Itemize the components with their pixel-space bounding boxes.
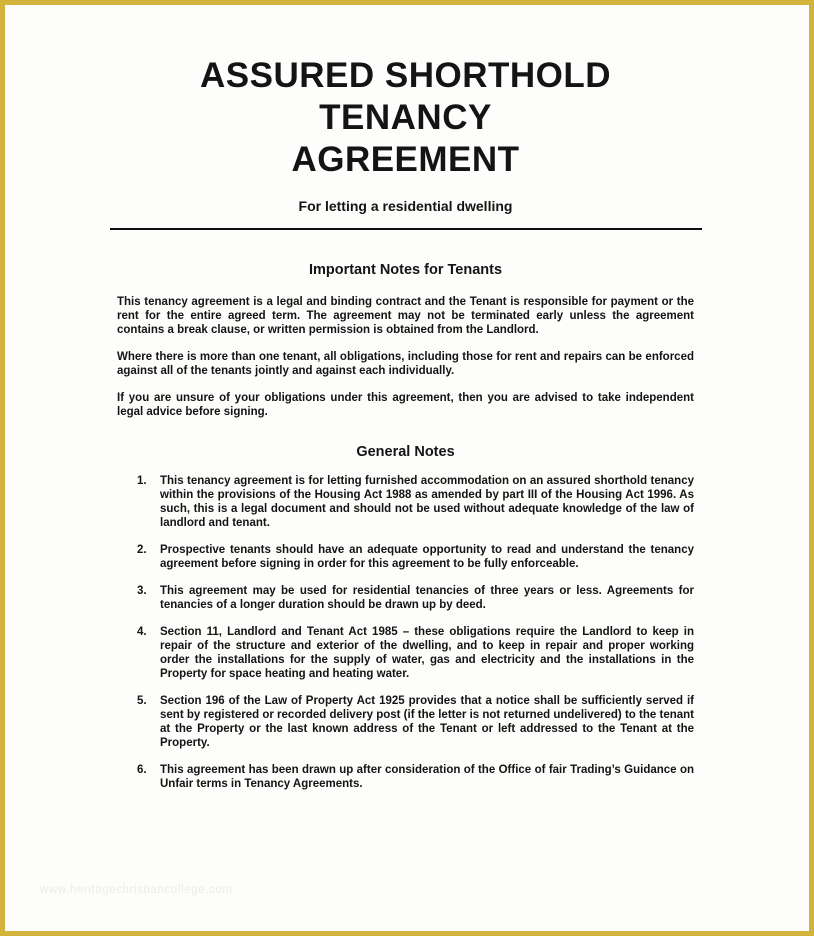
list-item-number: 4. <box>137 626 147 638</box>
title-line-3: AGREEMENT <box>291 140 520 179</box>
title-line-2: TENANCY <box>319 98 492 137</box>
list-item-text: This tenancy agreement is for letting furnished accommodation on an assured shorthold tenancy within the provisions of the Housing Act 1988 as amended by part III of the Housing Act 1996. As such, this is a legal document and should not be used without adequate knowledge of the law of landlord and tenant. <box>160 475 694 529</box>
list-item-text: Prospective tenants should have an adequate opportunity to read and understand the tenancy agreement before signing in order for this agreement to be fully enforceable. <box>160 544 694 570</box>
document-title <box>117 55 694 181</box>
watermark-text: www.heritagechristiancollege.com <box>40 884 233 896</box>
list-item-number: 2. <box>137 544 147 556</box>
list-item <box>117 584 694 612</box>
important-notes-paragraph: This tenancy agreement is a legal and binding contract and the Tenant is responsible for payment or the rent for the entire agreed term. The agreement may not be terminated early unless the agreement contains a break clause, or written permission is obtained from the Landlord. <box>117 296 694 336</box>
general-notes-heading: General Notes <box>356 444 455 460</box>
document-subtitle: For letting a residential dwelling <box>298 198 513 214</box>
list-item <box>117 694 694 750</box>
title-line-1: ASSURED SHORTHOLD <box>199 56 612 95</box>
important-notes-heading: Important Notes for Tenants <box>308 262 503 278</box>
list-item <box>117 474 694 530</box>
list-item-text: This agreement may be used for residential tenancies of three years or less. Agreements for tenancies of a longer duration should be drawn up by deed. <box>160 585 694 611</box>
general-notes-list <box>117 474 694 791</box>
list-item <box>117 763 694 791</box>
list-item <box>117 625 694 681</box>
important-notes-paragraph: Where there is more than one tenant, all obligations, including those for rent and repairs can be enforced against all of the tenants jointly and against each individually. <box>117 351 694 377</box>
list-item-number: 6. <box>137 764 147 776</box>
document-content <box>117 55 694 791</box>
list-item-text: This agreement has been drawn up after consideration of the Office of fair Trading’s Guidance on Unfair terms in Tenancy Agreements. <box>160 764 694 790</box>
list-item-number: 5. <box>137 695 147 707</box>
list-item <box>117 543 694 571</box>
list-item-text: Section 196 of the Law of Property Act 1925 provides that a notice shall be sufficiently served if sent by registered or recorded delivery post (if the letter is not returned undelivered) to the tenant at the Property or the last known address of the Tenant or left addressed to the Tenant at the Property. <box>160 695 694 749</box>
list-item-number: 1. <box>137 475 147 487</box>
list-item-number: 3. <box>137 585 147 597</box>
important-notes-section <box>117 295 694 419</box>
important-notes-paragraph: If you are unsure of your obligations under this agreement, then you are advised to take independent legal advice before signing. <box>117 392 694 418</box>
horizontal-rule <box>110 228 702 230</box>
list-item-text: Section 11, Landlord and Tenant Act 1985 – these obligations require the Landlord to keep in repair of the structure and exterior of the dwelling, and to keep in repair and proper working order the installations for the supply of water, gas and electricity and the installations in the Property for space heating and heating water. <box>160 626 694 680</box>
